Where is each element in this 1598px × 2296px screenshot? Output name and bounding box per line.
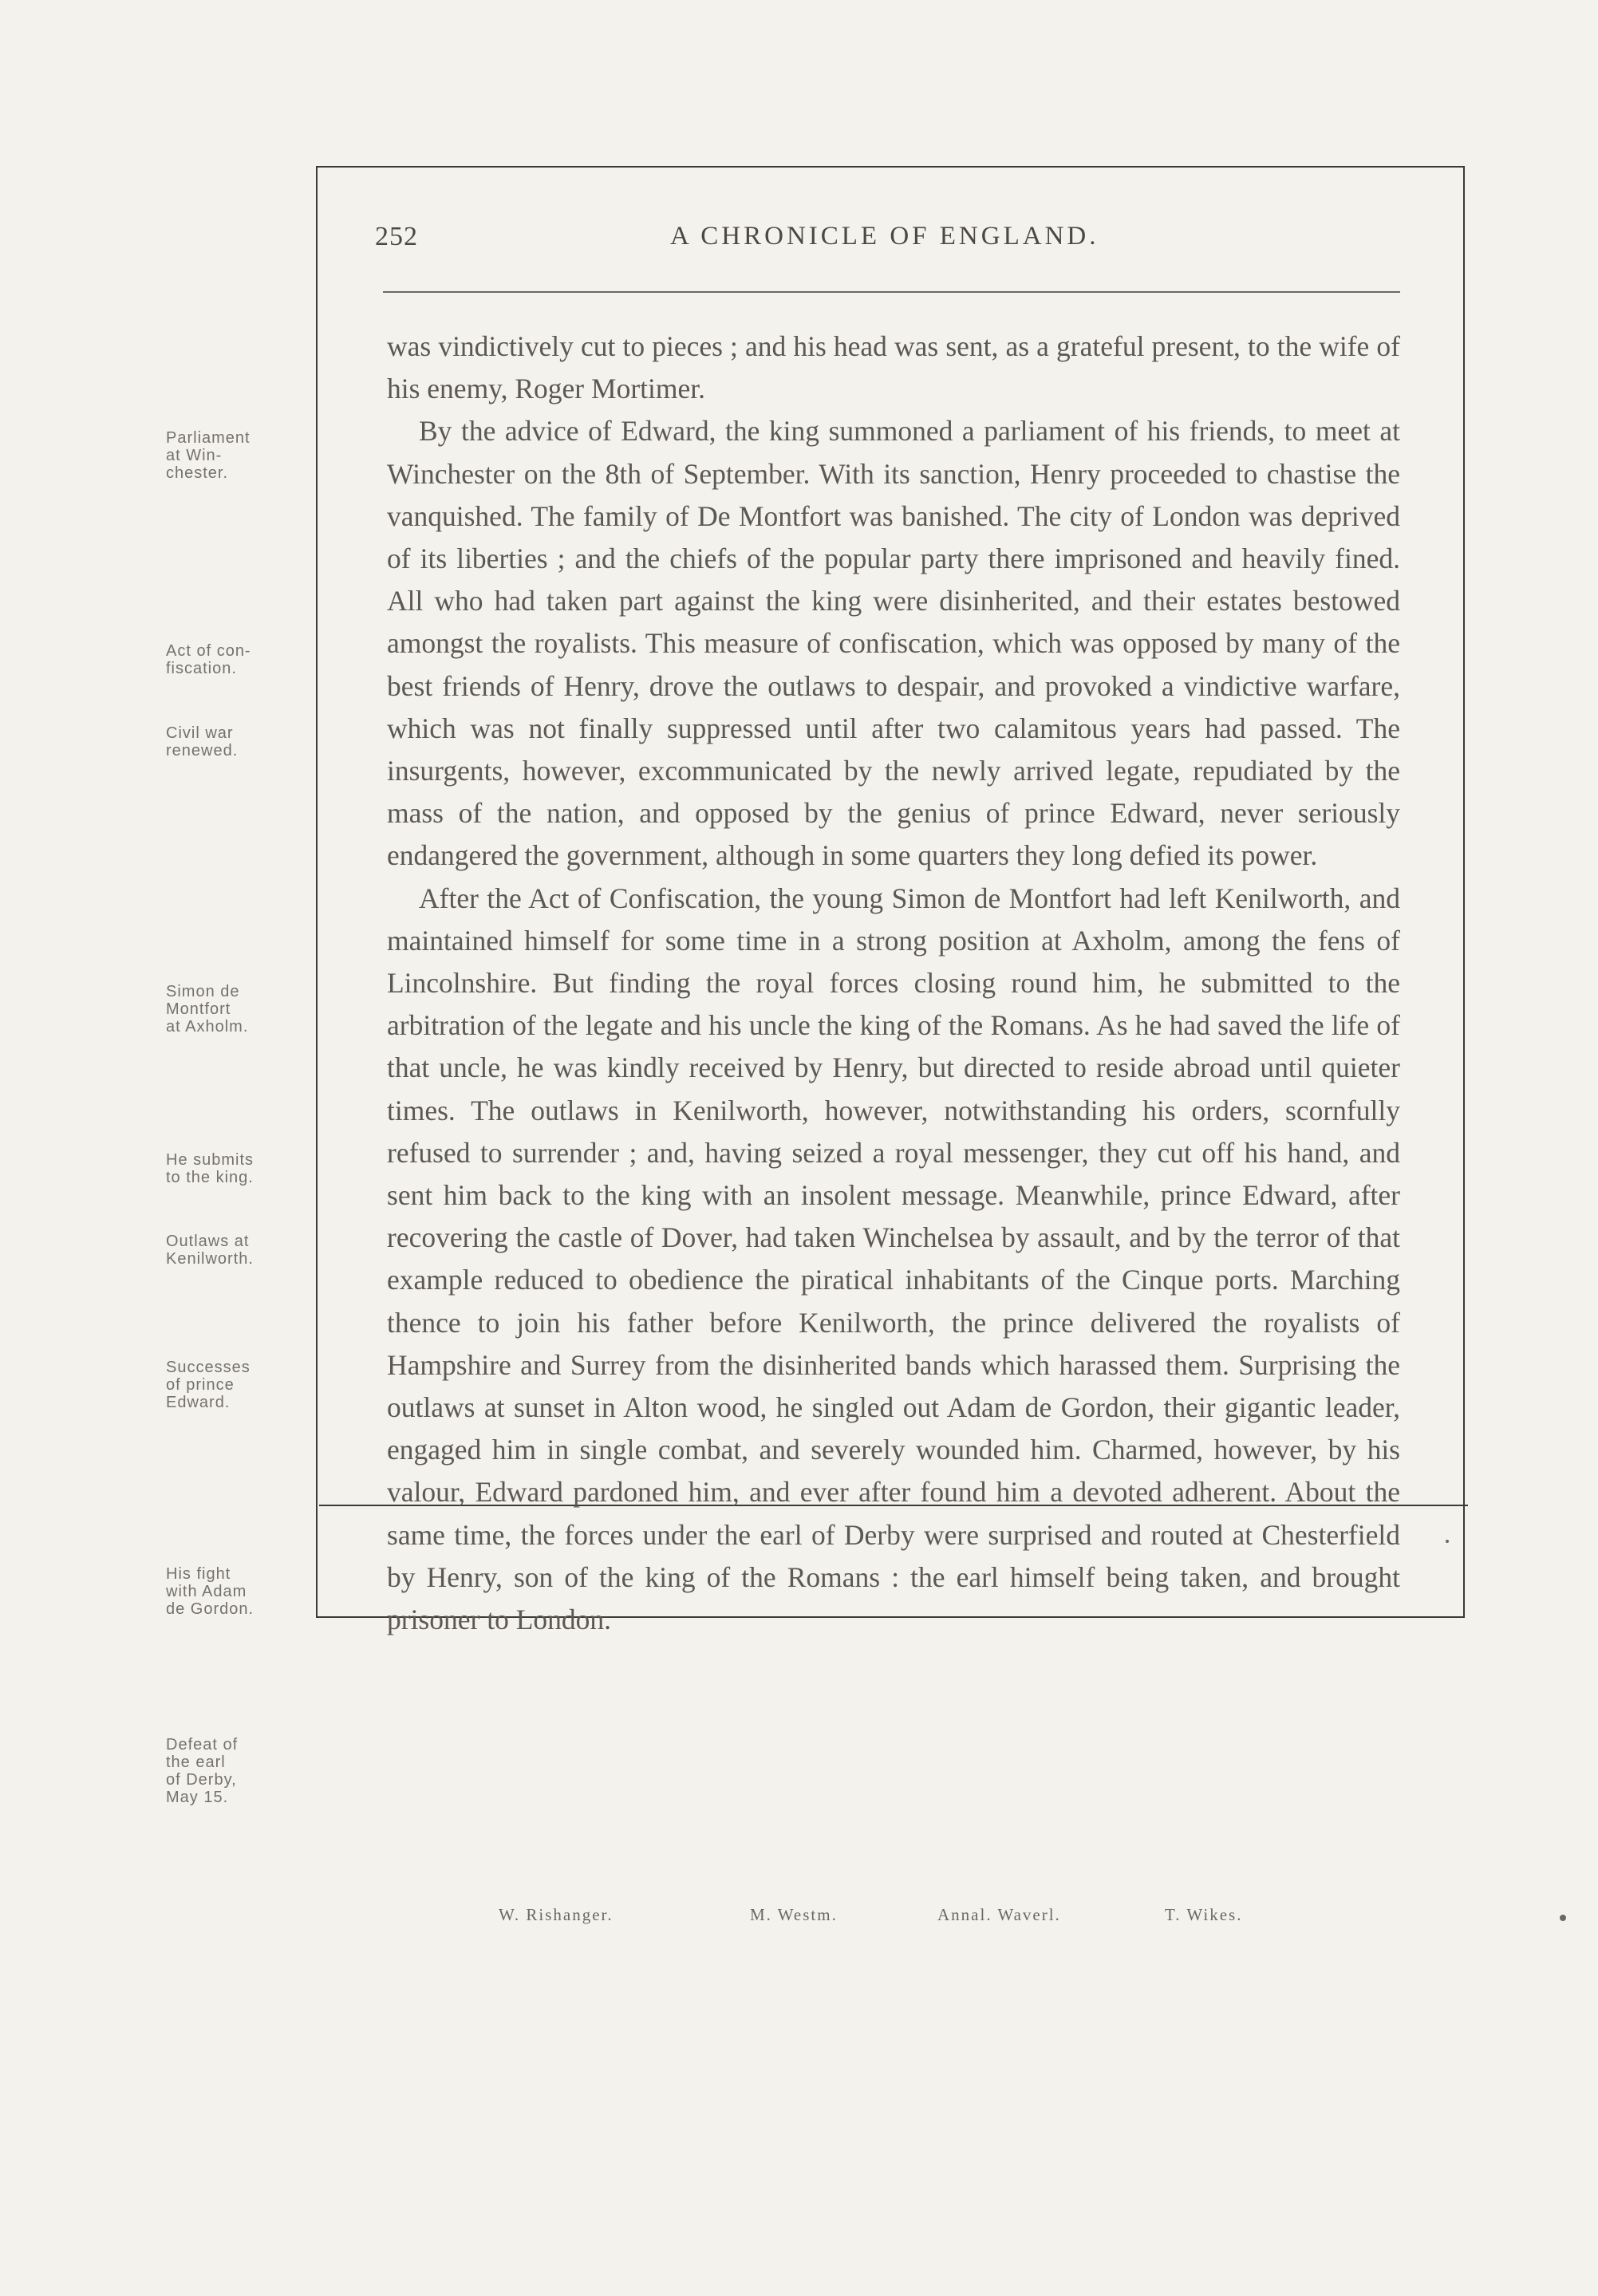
marginal-note-parliament: Parliament at Win- chester. — [166, 429, 251, 482]
header-rule — [383, 291, 1400, 293]
page-title: A CHRONICLE OF ENGLAND. — [670, 222, 1099, 251]
ink-speck — [1560, 1915, 1566, 1921]
page-number: 252 — [375, 222, 418, 251]
marginal-note-derby: Defeat of the earl of Derby, May 15. — [166, 1736, 239, 1806]
marginal-note-submits: He submits to the king. — [166, 1151, 254, 1186]
citation: Annal. Waverl. — [937, 1905, 1061, 1924]
paragraph: By the advice of Edward, the king summoned a parliament of his friends, to meet at Winchester on the 8th of September. With its sanction, Henry proceeded to chastise the vanquished. The family of De Montfort was banished. The city of London was deprived of its liberties ; and the chiefs of the popular party there imprisoned and heavily fined. All who had taken part against the king were disinherited, and their estates bestowed amongst the royalists. This measure of confiscation, which was opposed by many of the best friends of Henry, drove the outlaws to despair, and provoked a vindictive warfare, which was not finally suppressed until after two calamitous years had passed. The insurgents, however, excommunicated by the newly arrived legate, repudiated by the mass of the nation, and opposed by the genius of prince Edward, never seriously endangered the government, although in some quarters they long defied its power. — [387, 415, 1400, 872]
marginal-note-adam-de-gordon: His fight with Adam de Gordon. — [166, 1565, 254, 1618]
marginal-note-simon-de-montfort: Simon de Montfort at Axholm. — [166, 983, 249, 1036]
source-citations — [375, 1905, 1412, 1937]
ink-speck — [1446, 1540, 1449, 1543]
paragraph: After the Act of Confiscation, the young Simon de Montfort had left Kenilworth, and maintained himself for some time in a strong position at Axholm, among the fens of Lincolnshire. But finding the royal forces closing round him, he submitted to the arbitration of the legate and his uncle the king of the Romans. As he had saved the life of that uncle, he was kindly received by Henry, but directed to reside abroad until quieter times. The outlaws in Kenilworth, however, notwithstanding his orders, scornfully refused to surrender ; and, having seized a royal messenger, they cut off his hand, and sent him back to the king with an insolent message. Meanwhile, prince Edward, after recovering the castle of Dover, had taken Winchelsea by assault, and by the terror of that example reduced to obedience the piratical inhabitants of the Cinque ports. Marching thence to join his father before Kenilworth, the prince delivered the royalists of Hampshire and Surrey from the disinherited bands which harassed them. Surprising the outlaws at sunset in Alton wood, he singled out Adam de Gordon, their gigantic leader, engaged him in single combat, and severely wounded him. Charmed, however, by his valour, Edward pardoned him, and ever after found him a devoted adherent. About the same time, the forces under the earl of Derby were surprised and routed at Chesterfield by Henry, son of the king of the Romans : the earl himself being taken, and brought prisoner to London. — [387, 882, 1400, 1636]
body-text — [387, 325, 1400, 1641]
marginal-note-successes: Successes of prince Edward. — [166, 1359, 251, 1411]
citation: T. Wikes. — [1165, 1905, 1243, 1924]
citation: M. Westm. — [750, 1905, 838, 1924]
citation: W. Rishanger. — [499, 1905, 614, 1924]
marginal-note-civil-war: Civil war renewed. — [166, 724, 239, 759]
marginal-note-outlaws: Outlaws at Kenilworth. — [166, 1233, 254, 1268]
marginal-note-confiscation: Act of con- fiscation. — [166, 642, 251, 677]
running-head — [375, 222, 1404, 262]
paragraph: was vindictively cut to pieces ; and his head was sent, as a grateful present, to the wife of his enemy, Roger Mortimer. — [387, 330, 1400, 405]
